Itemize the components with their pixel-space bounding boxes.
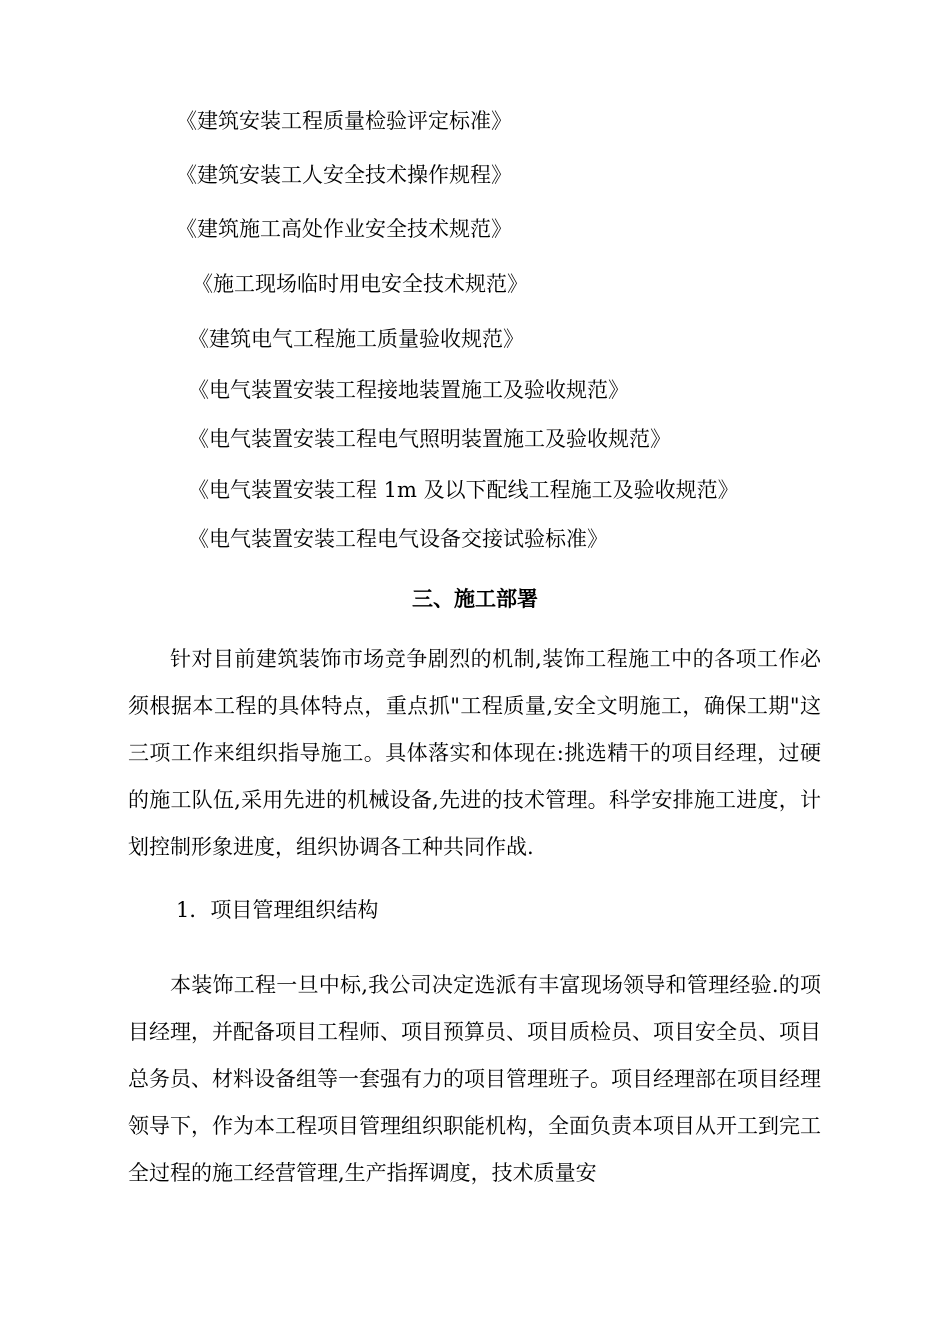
standard-item: 《电气装置安装工程电气设备交接试验标准》: [188, 527, 608, 551]
standard-item: 《建筑安装工人安全技术操作规程》: [176, 163, 512, 187]
body-paragraph: 针对目前建筑装饰市场竞争剧烈的机制,装饰工程施工中的各项工作必须根据本工程的具体特点，重点抓"工程质量,安全文明施工，确保工期"这三项工作来组织指导施工。具体落实和体现在:挑选精干的项目经理，过硬的施工队伍,采用先进的机械设备,先进的技术管理。科学安排施工进度，计划控制形象进度，组织协调各工种共同作战.: [128, 647, 821, 859]
subsection-heading: 1．项目管理组织结构: [176, 898, 379, 922]
standard-item: 《电气装置安装工程 1m 及以下配线工程施工及验收规范》: [188, 478, 739, 502]
section-heading: 三、施工部署: [412, 586, 538, 611]
standard-item: 《建筑电气工程施工质量验收规范》: [188, 327, 524, 351]
standard-item: 《电气装置安装工程接地装置施工及验收规范》: [188, 378, 629, 402]
body-paragraph: 本装饰工程一旦中标,我公司决定选派有丰富现场领导和管理经验.的项目经理，并配备项目工程师、项目预算员、项目质检员、项目安全员、项目总务员、材料设备组等一套强有力的项目管理班子。项目经理部在项目经理领导下，作为本工程项目管理组织职能机构，全面负责本项目从开工到完工全过程的施工经营管理,生产指挥调度，技术质量安: [128, 973, 821, 1185]
standard-item: 《建筑安装工程质量检验评定标准》: [176, 109, 512, 133]
standard-item: 《建筑施工高处作业安全技术规范》: [176, 217, 512, 241]
standard-item: 《电气装置安装工程电气照明装置施工及验收规范》: [188, 427, 671, 451]
standard-item: 《施工现场临时用电安全技术规范》: [192, 272, 528, 296]
